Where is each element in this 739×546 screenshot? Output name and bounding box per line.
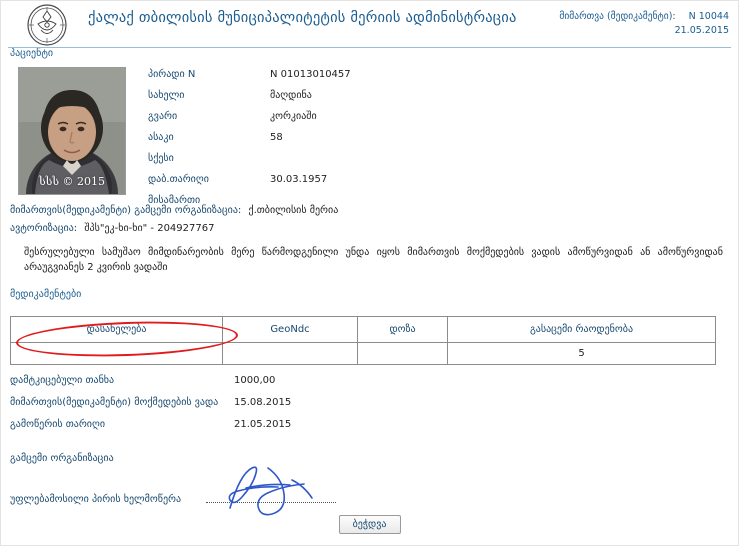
field-label-birthdate: დაბ.თარიღი bbox=[148, 174, 209, 185]
patient-block bbox=[0, 67, 739, 206]
field-label-last-name: გვარი bbox=[148, 111, 178, 122]
summary-row bbox=[10, 375, 739, 397]
footer-actions bbox=[0, 512, 739, 534]
city-emblem-icon bbox=[26, 4, 68, 46]
document-date: 21.05.2015 bbox=[674, 25, 729, 37]
patient-field-row bbox=[148, 132, 708, 153]
summary-row bbox=[10, 397, 739, 419]
photo-watermark: სსს © 2015 bbox=[38, 175, 106, 188]
label-validity-date: მიმართვის(მედიკამენტი) მოქმედების ვადა bbox=[10, 397, 219, 408]
column-header-quantity: გასაცემი რაოდენობა bbox=[448, 317, 716, 343]
column-header-geondc: GeoNdc bbox=[223, 317, 358, 343]
field-value-birthdate: 30.03.1957 bbox=[270, 174, 328, 185]
patient-fields bbox=[148, 69, 708, 216]
issuing-organization-label: გამცემი ორგანიზაცია bbox=[10, 453, 114, 464]
patient-field-row bbox=[148, 90, 708, 111]
patient-field-row bbox=[148, 153, 708, 174]
document-number-label: მიმართვა (მედიკამენტი): bbox=[559, 11, 676, 22]
field-label-first-name: სახელი bbox=[148, 90, 185, 101]
cell-dose bbox=[358, 343, 448, 365]
label-approved-amount: დამტკიცებული თანხა bbox=[10, 375, 115, 386]
cell-quantity: 5 bbox=[448, 343, 716, 365]
medications-table-wrap bbox=[10, 316, 739, 365]
column-header-name: დასახელება bbox=[11, 317, 223, 343]
patient-field-row bbox=[148, 174, 708, 195]
cell-name bbox=[11, 343, 223, 365]
field-label-address: მისამართი bbox=[148, 195, 201, 206]
value-validity-date: 15.08.2015 bbox=[234, 397, 292, 408]
column-header-dose: დოზა bbox=[358, 317, 448, 343]
field-label-sex: სქესი bbox=[148, 153, 174, 164]
cell-geondc bbox=[223, 343, 358, 365]
authorization-value: შპს"ეკ-ხი-ხი" - 204927767 bbox=[84, 223, 215, 234]
document-number-value: N 10044 bbox=[688, 11, 729, 22]
document-header bbox=[0, 0, 739, 48]
patient-photo bbox=[18, 67, 126, 195]
signature-label: უფლებამოსილი პირის ხელმოწერა bbox=[10, 494, 182, 505]
summary-fields bbox=[10, 375, 739, 441]
table-header-row bbox=[11, 317, 716, 343]
medications-table bbox=[10, 316, 716, 365]
page-title: ქალაქ თბილისის მუნიციპალიტეტის მერიის ადმინისტრაცია bbox=[88, 10, 517, 26]
value-approved-amount: 1000,00 bbox=[234, 375, 276, 386]
field-value-personal-id: N 01013010457 bbox=[270, 69, 351, 80]
issuer-value: ქ.თბილისის მერია bbox=[248, 205, 339, 216]
field-value-first-name: მაღდინა bbox=[270, 90, 312, 101]
medications-section-label: მედიკამენტები bbox=[10, 289, 82, 300]
field-label-personal-id: პირადი N bbox=[148, 69, 196, 80]
table-row bbox=[11, 343, 716, 365]
header-divider bbox=[8, 47, 731, 48]
field-value-age: 58 bbox=[270, 132, 283, 143]
field-label-age: ასაკი bbox=[148, 132, 174, 143]
summary-row bbox=[10, 419, 739, 441]
patient-section-label: პაციენტი bbox=[10, 48, 54, 59]
terms-note: შესრულებული სამუშაო მიმდინარეობის მერე წარმოდგენილი უნდა იყოს მიმართვის მოქმედების ვადის ამოწურვიდან ან ამოწურვიდან არაუგვიანეს 2 კვირის ვადაში bbox=[24, 247, 723, 273]
patient-field-row bbox=[148, 195, 708, 216]
value-issue-date: 21.05.2015 bbox=[234, 419, 292, 430]
patient-field-row bbox=[148, 69, 708, 90]
field-value-last-name: კორკიაში bbox=[270, 111, 317, 122]
patient-field-row bbox=[148, 111, 708, 132]
authorization-label: ავტორიზაცია: bbox=[10, 223, 78, 234]
issuer-label: მიმართვის(მედიკამენტი) გამცემი ორგანიზაცია: bbox=[10, 205, 242, 216]
print-button[interactable]: ბეჭდვა bbox=[339, 515, 401, 534]
label-issue-date: გამოწერის თარიღი bbox=[10, 419, 106, 430]
authorization-row bbox=[10, 223, 739, 234]
document-number-block bbox=[559, 10, 729, 39]
